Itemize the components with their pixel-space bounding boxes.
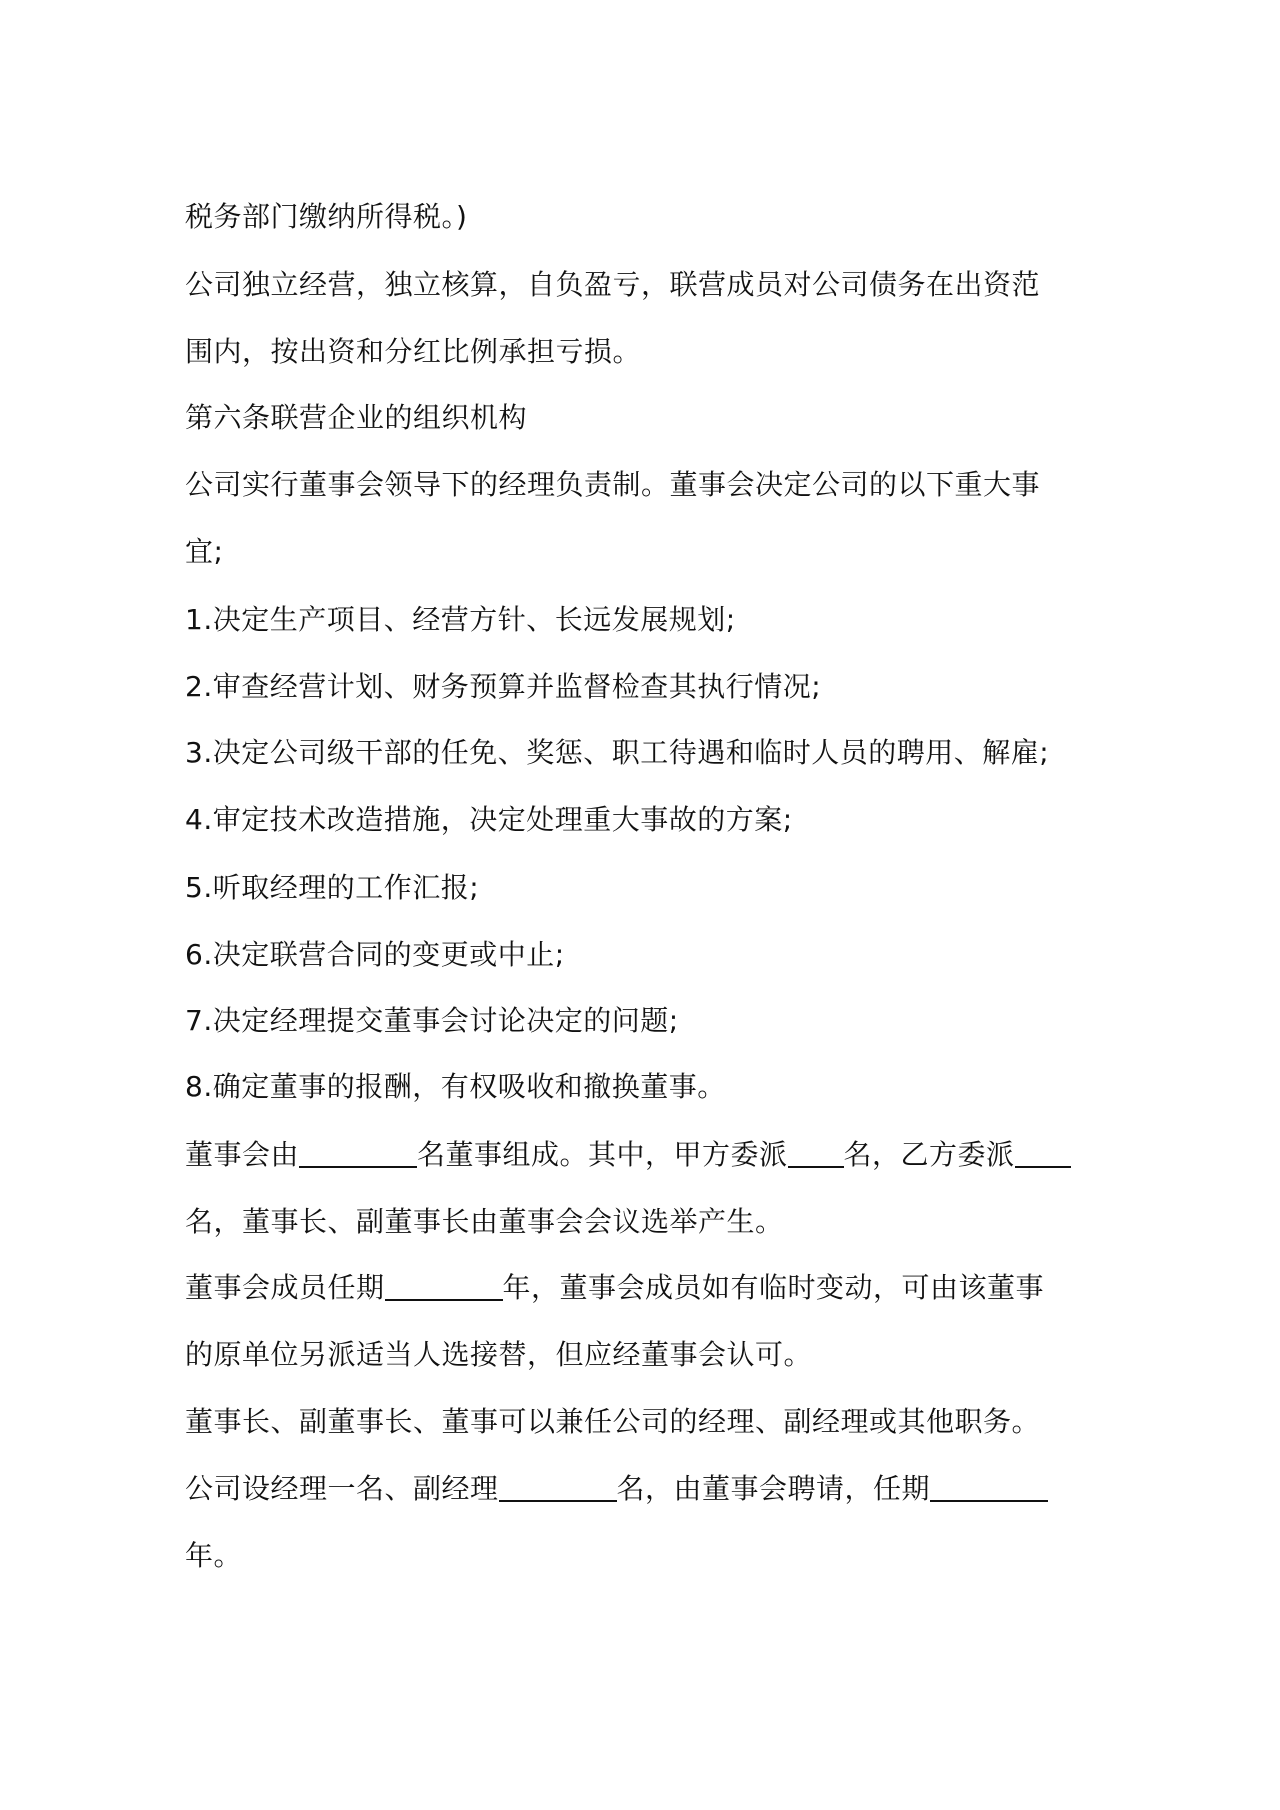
paragraph-line: 的原单位另派适当人选接替，但应经董事会认可。 — [185, 1338, 813, 1371]
text-segment: 名，由董事会聘请，任期 — [616, 1472, 931, 1505]
paragraph-line: 公司实行董事会领导下的经理负责制。董事会决定公司的以下重大事 — [185, 468, 1041, 501]
board-composition-line — [185, 1135, 1105, 1175]
text-segment: 年，董事会成员如有临时变动，可由该董事 — [502, 1271, 1045, 1304]
text-segment: 董事会成员任期 — [185, 1271, 385, 1304]
list-item: 1.决定生产项目、经营方针、长远发展规划; — [185, 603, 736, 636]
list-item: 5.听取经理的工作汇报; — [185, 871, 480, 904]
text-segment: 董事会由 — [185, 1138, 300, 1171]
list-item: 3.决定公司级干部的任免、奖惩、职工待遇和临时人员的聘用、解雇; — [185, 736, 1050, 769]
list-item: 6.决定联营合同的变更或中止; — [185, 938, 565, 971]
list-item: 7.决定经理提交董事会讨论决定的问题; — [185, 1004, 679, 1037]
fill-in-blank — [499, 1472, 617, 1502]
paragraph-line: 税务部门缴纳所得税。) — [185, 200, 468, 233]
section-heading: 第六条联营企业的组织机构 — [185, 401, 528, 434]
text-segment: 名董事组成。其中，甲方委派 — [417, 1138, 788, 1171]
paragraph-line: 围内，按出资和分红比例承担亏损。 — [185, 335, 642, 368]
text-segment: 名，乙方委派 — [843, 1138, 1015, 1171]
board-term-line — [185, 1268, 1105, 1308]
list-item: 4.审定技术改造措施，决定处理重大事故的方案; — [185, 803, 793, 836]
paragraph-line: 公司独立经营，独立核算，自负盈亏，联营成员对公司债务在出资范 — [185, 268, 1041, 301]
list-item: 8.确定董事的报酬，有权吸收和撤换董事。 — [185, 1070, 726, 1103]
paragraph-line: 年。 — [185, 1539, 243, 1572]
fill-in-blank — [385, 1271, 503, 1301]
paragraph-line: 宜; — [185, 535, 224, 568]
text-segment: 公司设经理一名、副经理 — [185, 1472, 499, 1505]
fill-in-blank — [299, 1138, 417, 1168]
manager-line — [185, 1469, 1105, 1509]
paragraph-line: 董事长、副董事长、董事可以兼任公司的经理、副经理或其他职务。 — [185, 1405, 1041, 1438]
paragraph-line: 名，董事长、副董事长由董事会会议选举产生。 — [185, 1205, 784, 1238]
fill-in-blank — [930, 1472, 1048, 1502]
fill-in-blank — [788, 1138, 844, 1168]
fill-in-blank — [1015, 1138, 1071, 1168]
list-item: 2.审查经营计划、财务预算并监督检查其执行情况; — [185, 670, 822, 703]
